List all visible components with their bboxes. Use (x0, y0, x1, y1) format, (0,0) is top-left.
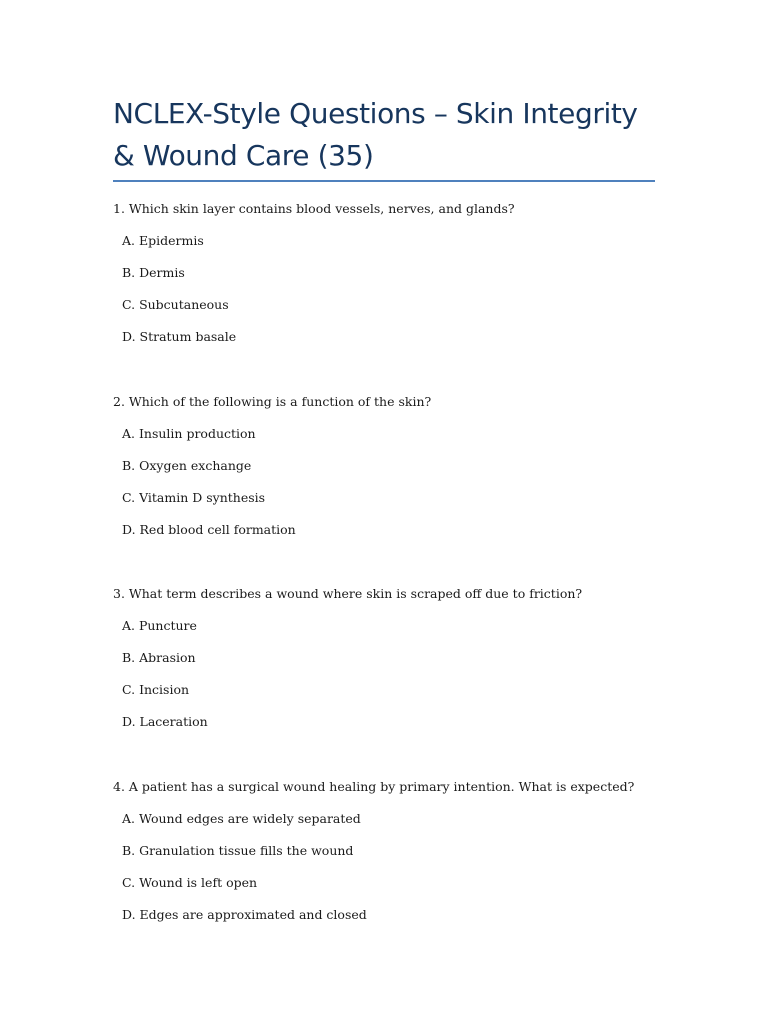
question-2 (113, 393, 673, 553)
answer-option-d: D. Edges are approximated and closed (122, 907, 367, 922)
answer-option-c: C. Subcutaneous (122, 297, 229, 312)
question-3 (113, 585, 673, 745)
question-4 (113, 778, 673, 938)
question-text: 4. A patient has a surgical wound healing by primary intention. What is expected? (113, 779, 635, 794)
answer-option-b: B. Dermis (122, 265, 185, 280)
answer-option-c: C. Vitamin D synthesis (122, 490, 266, 505)
question-text: 2. Which of the following is a function of the skin? (113, 394, 432, 409)
answer-option-c: C. Incision (122, 682, 190, 697)
answer-option-b: B. Granulation tissue fills the wound (122, 843, 354, 858)
answer-option-a: A. Insulin production (122, 426, 256, 441)
answer-option-d: D. Red blood cell formation (122, 522, 296, 537)
question-1 (113, 200, 673, 360)
answer-option-a: A. Wound edges are widely separated (122, 811, 361, 826)
document-title: NCLEX-Style Questions – Skin Integrity & Wound Care (35) (113, 97, 638, 172)
answer-option-c: C. Wound is left open (122, 875, 258, 890)
title-underline (113, 180, 655, 182)
answer-option-a: A. Puncture (122, 618, 197, 633)
question-text: 1. Which skin layer contains blood vessels, nerves, and glands? (113, 201, 515, 216)
answer-option-b: B. Oxygen exchange (122, 458, 252, 473)
answer-option-d: D. Laceration (122, 714, 208, 729)
answer-option-b: B. Abrasion (122, 650, 196, 665)
answer-option-d: D. Stratum basale (122, 329, 237, 344)
question-text: 3. What term describes a wound where skin is scraped off due to friction? (113, 586, 583, 601)
answer-option-a: A. Epidermis (122, 233, 204, 248)
